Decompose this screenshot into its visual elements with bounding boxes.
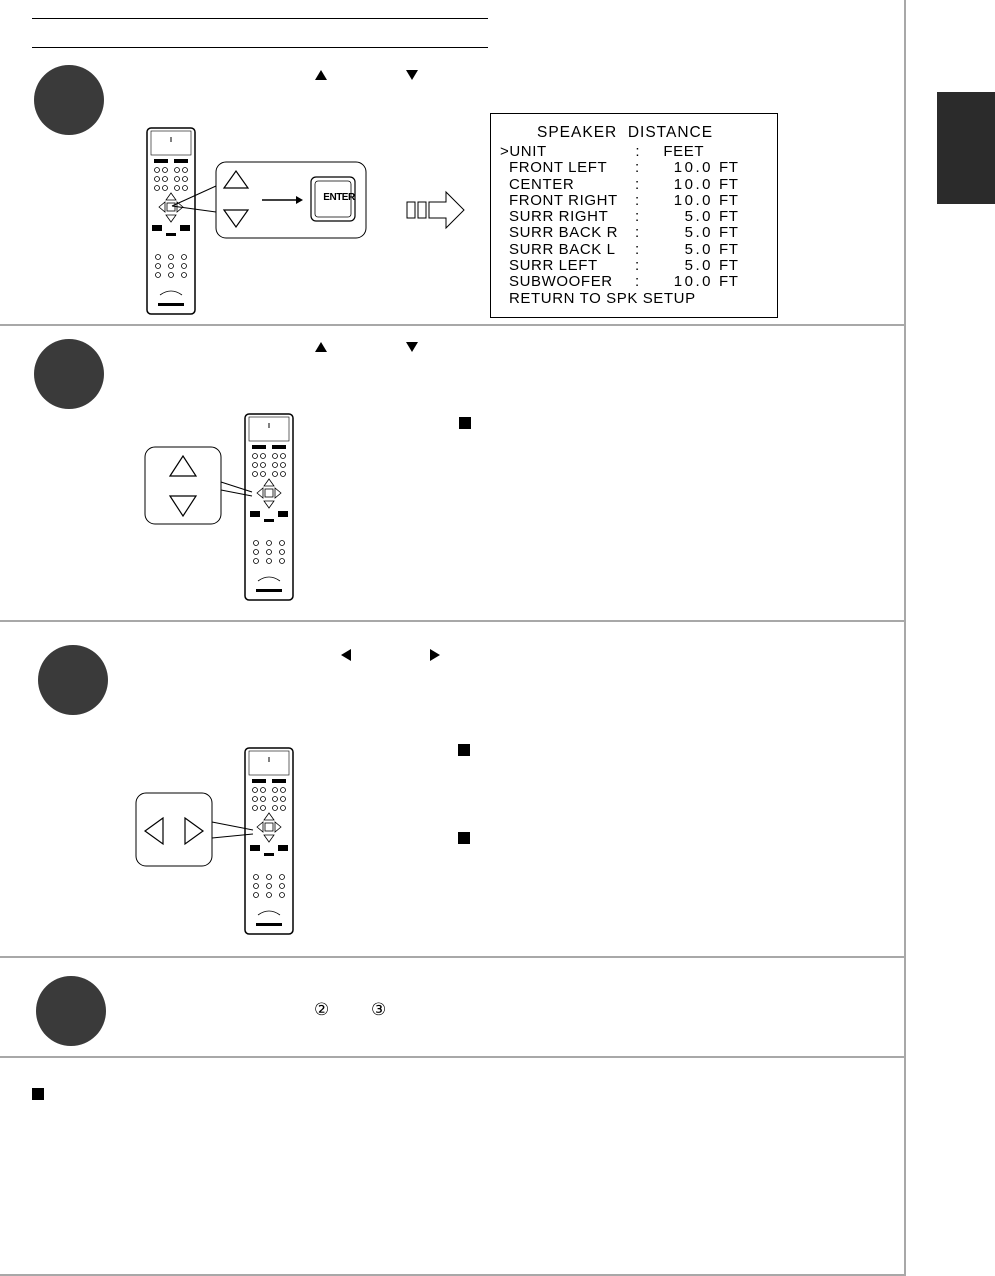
step-4-badge (36, 976, 106, 1046)
section-divider (0, 620, 906, 622)
osd-row: SURR BACK R : 5.0 FT (509, 224, 739, 242)
osd-row: SURR BACK L : 5.0 FT (509, 240, 739, 258)
osd-row: SUBWOOFER : 10.0 FT (509, 273, 739, 291)
header-rule-bottom (32, 47, 488, 48)
osd-rows (500, 143, 739, 307)
section-divider (0, 956, 906, 958)
left-right-buttons-callout (135, 792, 255, 868)
step-3-badge (38, 645, 108, 715)
osd-row: >UNIT : FEET (500, 143, 705, 160)
osd-row: SURR LEFT : 5.0 FT (509, 257, 739, 275)
up-arrow-icon (315, 342, 327, 352)
header-rule-top (32, 18, 488, 19)
bullet-square-icon (32, 1088, 44, 1100)
enter-button-label: ENTER (323, 192, 355, 203)
up-arrow-icon (315, 70, 327, 80)
step-ref-3: ③ (371, 1000, 387, 1019)
step-ref-2: ② (314, 1000, 330, 1019)
left-arrow-icon (341, 649, 351, 661)
step-2-badge (34, 339, 104, 409)
up-down-buttons-callout (144, 446, 254, 526)
osd-cursor: > (500, 143, 510, 160)
right-arrow-icon (430, 649, 440, 661)
down-arrow-icon (406, 342, 418, 352)
bullet-square-icon (458, 832, 470, 844)
chapter-side-tab (937, 92, 995, 204)
bullet-square-icon (458, 744, 470, 756)
osd-row: RETURN TO SPK SETUP (509, 289, 696, 307)
osd-title: SPEAKER DISTANCE (537, 124, 714, 141)
section-divider (0, 324, 906, 326)
down-arrow-icon (406, 70, 418, 80)
bullet-square-icon (459, 417, 471, 429)
proceed-arrow-icon (406, 190, 466, 230)
step-1-badge (34, 65, 104, 135)
osd-row: FRONT LEFT : 10.0 FT (509, 159, 739, 177)
speaker-distance-osd (490, 113, 778, 318)
osd-row: SURR RIGHT : 5.0 FT (509, 208, 739, 226)
osd-row: FRONT RIGHT : 10.0 FT (509, 191, 739, 209)
section-divider (0, 1056, 906, 1058)
osd-row: CENTER : 10.0 FT (509, 175, 739, 193)
